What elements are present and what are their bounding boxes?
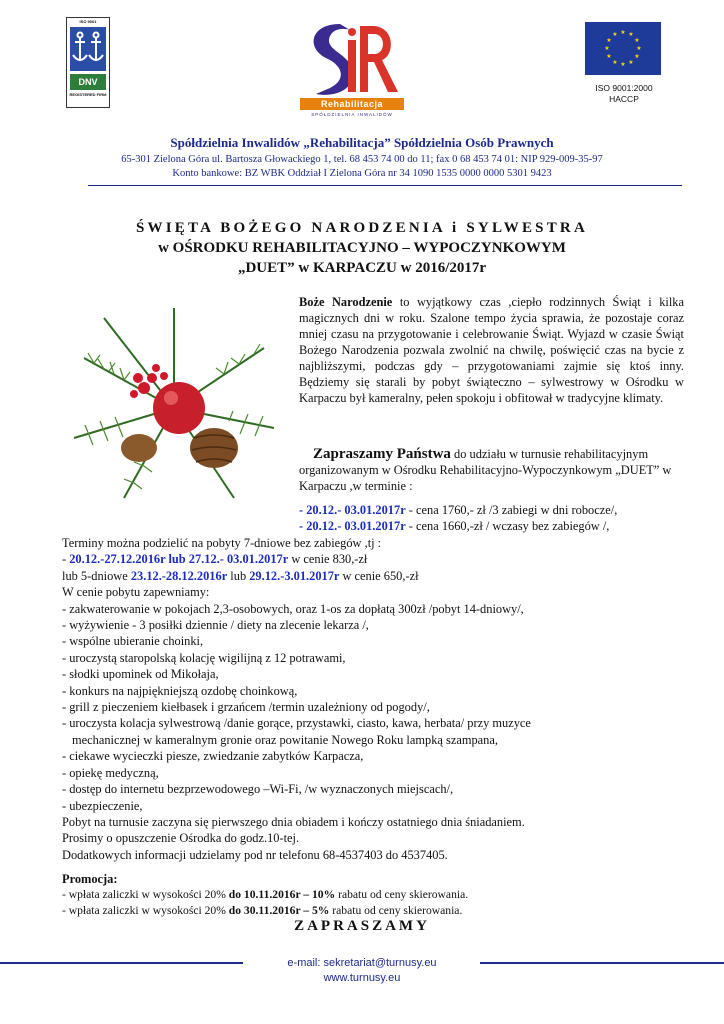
promo-heading: Promocja:	[62, 872, 118, 886]
stay-start-info: Pobyt na turnusie zaczyna się pierwszego dnia obiadem i kończy ostatniego dnia śniadaniem.	[62, 814, 525, 829]
title-line-3: „DUET” w KARPACZU w 2016/2017r	[237, 260, 487, 276]
invite-text: do udziału w turnusie rehabilitacyjnym organizowanym w Ośrodku Rehabilitacyjno-Wypoczynkowym „DUET” w Karpaczu ,w terminie :	[299, 447, 672, 493]
five-day-terms	[62, 568, 682, 584]
price-1-prefix: -	[299, 503, 307, 517]
title-line-2: w OŚRODKU REHABILITACYJNO – WYPOCZYNKOWYM	[158, 240, 566, 256]
svg-text:★: ★	[612, 59, 618, 66]
promo-2-bold: do 30.11.2016r – 5%	[228, 904, 330, 917]
price-line-2	[299, 518, 699, 534]
list-item: - zakwaterowanie w pokojach 2,3-osobowych, oraz 1-os za dopłatą 300zł /pobyt 14-dniowy/,	[62, 601, 524, 616]
promo-1-bold: do 10.11.2016r – 10%	[228, 888, 336, 901]
promo-2-text: - wpłata zaliczki w wysokości 20%	[62, 904, 229, 917]
promo-line-2	[62, 903, 682, 919]
svg-text:★: ★	[634, 53, 640, 60]
list-item: - ubezpieczenie,	[62, 798, 143, 813]
promo-1-text: - wpłata zaliczki w wysokości 20%	[62, 888, 229, 901]
five-price: w cenie 650,-zł	[339, 568, 419, 583]
invite-heading: Zapraszamy Państwa	[313, 446, 451, 462]
svg-text:★: ★	[606, 53, 612, 60]
seven-day-terms	[62, 551, 682, 567]
list-item: - wspólne ubieranie choinki,	[62, 634, 204, 649]
anchor-icon	[70, 27, 106, 71]
intro-bold: Boże Narodzenie	[299, 295, 393, 309]
iso-badge-label: ISO 9001	[79, 19, 97, 24]
seven-prefix: -	[62, 552, 70, 567]
list-item: - wyżywienie - 3 posiłki dziennie / diety na zlecenie lekarza /,	[62, 618, 369, 633]
list-item: - grill z pieczeniem kiełbasek i grzańcem /termin uzależniony od pogody/,	[62, 700, 430, 715]
closing-invitation: ZAPRASZAMY	[294, 918, 430, 934]
price-2-text: - cena 1660,-zł / wczasy bez zabiegów /,	[405, 519, 610, 533]
provides-heading: W cenie pobytu zapewniamy:	[62, 585, 210, 600]
list-item: - uroczysta kolacja sylwestrową /danie gorące, przystawki, ciasto, kawa, herbata/ przy muzyce	[62, 716, 531, 731]
svg-text:★: ★	[634, 37, 640, 44]
logo-subtitle: Rehabilitacja	[320, 99, 384, 109]
logo-subtitle-small: SPÓŁDZIELNIA INWALIDÓW	[311, 112, 393, 117]
intro-text: to wyjątkowy czas ,ciepło rodzinnych Świąt i kilka magicznych dni w roku. Szalone tempo życia sprawia, że pozostaje coraz mniej czasu na przygotowanie i celebrowanie Świąt. Wyjazd w czasie Świąt Bożego Narodzenia pozwala zwolnić na chwilę, poświęcić czas na bycie z najbliższymi, podczas gdy – przygotowaniami zajmie się ktoś inny. Będziemy się starali by pobyt świąteczno – sylwestrowy w Ośrodku w Karpaczu był kameralny, pełen spokoju i obfitował w tradycyjne klimaty.	[299, 295, 684, 405]
svg-text:★: ★	[620, 61, 626, 68]
sir-logo	[296, 18, 408, 122]
dnv-registered-label: REGISTERED FIRM	[69, 92, 107, 97]
list-item: - dostęp do internetu bezprzewodowego –Wi-Fi, /w wyznaczonych miejscach/,	[62, 782, 454, 797]
checkout-info: Prosimy o opuszczenie Ośrodka do godz.10-tej.	[62, 831, 300, 846]
five-dates-b: 29.12.-3.01.2017r	[249, 568, 340, 583]
svg-text:★: ★	[636, 45, 642, 52]
haccp-label: HACCP	[609, 94, 639, 104]
list-item: - konkurs na najpiękniejszą ozdobę choinkową,	[62, 683, 298, 698]
promo-1-tail: rabatu od ceny skierowania.	[335, 888, 469, 901]
svg-text:★: ★	[612, 31, 618, 38]
company-name: Spółdzielnia Inwalidów „Rehabilitacja” Spółdzielnia Osób Prawnych	[170, 135, 554, 150]
promo-2-tail: rabatu od ceny skierowania.	[329, 904, 463, 917]
svg-text:★: ★	[628, 31, 634, 38]
eu-flag-icon	[585, 22, 661, 75]
offer-body	[62, 535, 682, 863]
christmas-decoration-image	[64, 298, 286, 520]
bank-account: Konto bankowe: BZ WBK Oddział I Zielona Góra nr 34 1090 1535 0000 0000 5301 9423	[172, 168, 552, 179]
intro-paragraph	[299, 294, 684, 406]
invite-paragraph	[299, 446, 684, 494]
iso-label: ISO 9001:2000	[595, 83, 653, 93]
dnv-certification-badge	[66, 17, 110, 108]
dnv-label: DNV	[70, 74, 106, 90]
seven-price: w cenie 830,-zł	[288, 552, 368, 567]
list-item-continuation: mechanicznej w kameralnym gronie oraz powitanie Nowego Roku lampką szampana,	[72, 732, 498, 747]
terms-intro: Terminy można podzielić na pobyty 7-dniowe bez zabiegów ,tj :	[62, 536, 382, 550]
svg-text:★: ★	[604, 45, 610, 52]
price-1-dates: 20.12.- 03.01.2017r	[306, 503, 406, 517]
five-prefix: lub 5-dniowe	[62, 568, 131, 583]
list-item: - ciekawe wycieczki piesze, zwiedzanie zabytków Karpacza,	[62, 749, 364, 764]
promotion-section	[62, 871, 682, 919]
svg-text:★: ★	[628, 59, 634, 66]
company-address: 65-301 Zielona Góra ul. Bartosza Głowackiego 1, tel. 68 453 74 00 do 11; fax 0 68 453 74 01: NIP 929-009-35-97	[121, 154, 603, 165]
price-2-dates: 20.12.- 03.01.2017r	[306, 519, 406, 533]
svg-text:★: ★	[606, 37, 612, 44]
header-divider	[88, 185, 682, 186]
title-line-1: ŚWIĘTA BOŻEGO NARODZENIA i SYLWESTRA	[136, 220, 588, 236]
price-line-1	[299, 502, 699, 518]
five-dates-a: 23.12.-28.12.2016r	[130, 568, 228, 583]
price-2-prefix: -	[299, 519, 307, 533]
footer-website[interactable]: www.turnusy.eu	[323, 972, 401, 984]
seven-dates: 20.12.-27.12.2016r lub 27.12.- 03.01.2017r	[69, 552, 289, 567]
svg-text:★: ★	[620, 29, 626, 36]
footer-email[interactable]: e-mail: sekretariat@turnusy.eu	[287, 957, 437, 969]
contact-info: Dodatkowych informacji udzielamy pod nr telefonu 68-4537403 do 4537405.	[62, 847, 448, 862]
list-item: - uroczystą staropolską kolację wigilijną z 12 potrawami,	[62, 650, 346, 665]
price-1-text: - cena 1760,- zł /3 zabiegi w dni robocze/,	[405, 503, 618, 517]
promo-line-1	[62, 887, 682, 903]
list-item: - słodki upominek od Mikołaja,	[62, 667, 219, 682]
list-item: - opiekę medyczną,	[62, 765, 159, 780]
eu-certificates	[574, 83, 674, 105]
five-mid: lub	[227, 568, 250, 583]
